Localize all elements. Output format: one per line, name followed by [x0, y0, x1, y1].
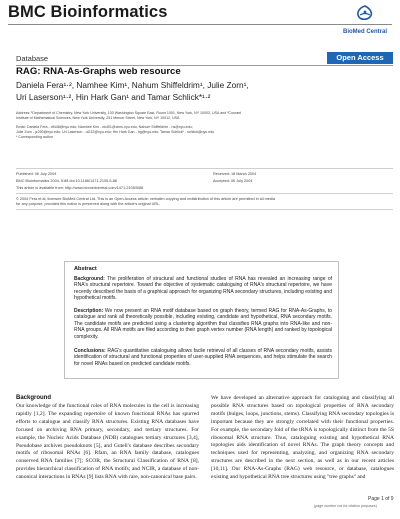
affiliation-line-1: Address: ¹Department of Chemistry, New York University, 100 Washington Square East, Room 1001, New York, NY 10003, USA and ²Courant [16, 111, 242, 115]
logo-mark-icon [351, 5, 379, 25]
pubinfo-bottom-divider [16, 193, 393, 194]
authors-line-2: Uri Laserson¹·², Hin Hark Gan¹ and Tamar Schlick*¹·² [16, 92, 211, 102]
email-line-1: Email: Daniela Fera - df448@nyu.edu; Namhee Kim - nk401@cims.nyu.edu; Nahum Shiffeldrim - ns@nyu.edu; [16, 125, 193, 129]
abstract-background [74, 276, 332, 302]
received-date: Received: 18 March 2004 [213, 172, 257, 176]
author-list [16, 79, 386, 103]
abstract-background-label: Background: [74, 276, 105, 282]
abstract-description-text: We now present an RNA motif database based on graph theory, termed RAG for RNA-As-Graphs, to catalogue and rank all theoretically possible, including existing, candidate and hypothetical, RNA secondary motifs. The candidate motifs are predicted using a clustering algorithm that classifies RNA graphs into RNA-like and non-RNA groups. All RNA motifs are filed according to their graph vertex number (RNA length) and ranked by topological complexity. [74, 308, 333, 340]
citation: BMC Bioinformatics 2004, 5:88 doi:10.1186/1471-2105-5-88 [16, 179, 118, 183]
header-divider [8, 24, 392, 25]
abstract-description-label: Description: [74, 308, 104, 314]
accepted-date: Accepted: 06 July 2004 [213, 179, 253, 183]
page-number-note: (page number not for citation purposes) [314, 504, 377, 508]
page-number: Page 1 of 9 [368, 496, 394, 502]
published-date: Published: 06 July 2004 [16, 172, 57, 176]
affiliation-line-2: Institute of Mathematical Sciences, New York University, 251 Mercer Street, New York, NY 10012, USA [16, 116, 180, 120]
copyright-line-2: for any purpose, provided this notice is preserved along with the article's original URL. [16, 202, 161, 206]
corresponding-author-note: * Corresponding author [16, 135, 54, 139]
abstract-conclusions-label: Conclusions: [74, 348, 106, 354]
article-title: RAG: RNA-As-Graphs web resource [16, 66, 181, 77]
body-right-column: We have developed an alternative approach for cataloguing and classifying all possible RNA structures based on topological properties of RNA secondary motifs (bulges, loops, junctions, stems). Classifying RNA secondary topologies is important because they are strongly correlated with their functional properties. For example, the secondary fold of the tRNA is topologically distinct from the 5S ribosomal RNA structure. Thus, cataloguing existing and hypothetical RNA topologies aids identification of novel RNAs. The graph theory concepts and techniques used for representing, analyzing, and organizing RNA secondary structures are described in the next section, as well as in our recent articles [10,11]. Our RNA-As-Graphs (RAG) web resource, or database, catalogues existing and hypothetical RNA tree structures using "tree graphs" and [211, 395, 394, 481]
body-left-column: Our knowledge of the functional roles of RNA molecules in the cell is increasing rapidly [1,2]. The expanding repertoire of known functional RNAs has spurred efforts to catalogue and classify RNA structures. Existing RNA databases have focused on archiving RNA primary, secondary, and tertiary structures. For example, the Nucleic Acids Database (NDB) catalogues tertiary structures [3,4], Pseudobase archives pseudoknots [5], and Gutell's database describes secondary motifs of ribosomal RNAs [6]. Rfam, an RNA family database, catalogues conserved RNA families [7]; SCOR, the Structural Classification of RNA [8], provides hierarchical classification of RNA motifs; and NCIR, a database of non-canonical interactions in RNAs [9] lists RNA with rare, non-canonical base pairs. [16, 403, 199, 481]
abstract-heading: Abstract [74, 266, 97, 272]
copyright-line-1: © 2004 Fera et al; licensee BioMed Central Ltd. This is an Open Access article: verbatim copying and redistribution of this article are permitted in all media [16, 197, 275, 201]
article-url[interactable]: This article is available from: http://www.biomedcentral.com/1471-2105/5/88 [16, 186, 144, 190]
logo-text: BioMed Central [342, 29, 387, 35]
pubinfo-top-divider [16, 168, 393, 169]
abstract-description [74, 308, 332, 340]
background-heading: Background [16, 395, 52, 401]
article-section-label: Database [16, 54, 49, 63]
abstract-background-text: The proliferation of structural and functional studies of RNA has revealed an increasing range of RNA's structural repertoire. Toward the objective of systematic cataloguing of RNA's structural repertoire, we have recently described the basis of a graphical approach for organizing RNA secondary structures, including existing and hypothetical motifs. [74, 276, 332, 302]
abstract-conclusions [74, 348, 332, 367]
journal-title: BMC Bioinformatics [8, 3, 168, 21]
copyright-divider [16, 209, 393, 210]
abstract-conclusions-text: RAG's quantitative cataloguing allows facile retrieval of all classes of RNA secondary motifs, assists identification of structural and functional properties of user-supplied RNA sequences, and helps stimulate the search for novel RNAs based on predicted candidate motifs. [74, 348, 333, 367]
open-access-badge: Open Access [327, 52, 393, 64]
authors-line-1: Daniela Fera¹·², Namhee Kim¹, Nahum Shiffeldrim¹, Julie Zorn¹, [16, 80, 249, 90]
email-line-2: Julie Zorn - jz290@nyu.edu; Uri Laserson - ul212@nyu.edu; Hin Hark Gan - hg@nyu.edu; Tamar Schlick* - schlick@nyu.edu [16, 130, 215, 134]
biomed-central-logo [337, 5, 393, 35]
